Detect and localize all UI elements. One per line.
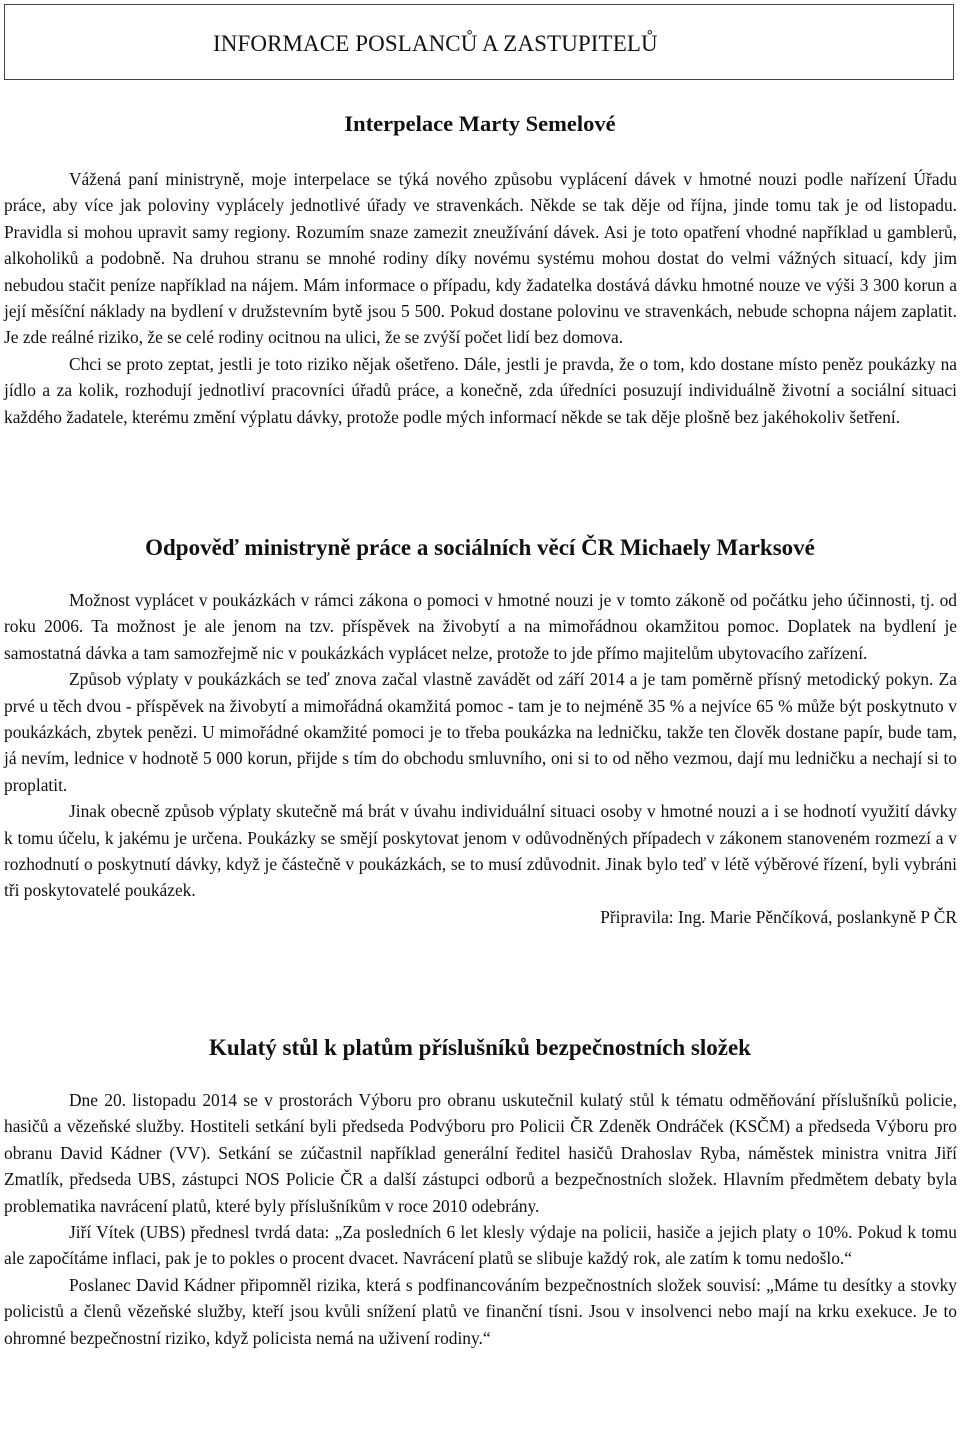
section-interpelace [4, 166, 957, 430]
signature: Připravila: Ing. Marie Pěnčíková, poslankyně P ČR [600, 906, 957, 927]
section-odpoved [4, 587, 957, 930]
paragraph: Možnost vyplácet v poukázkách v rámci zákona o pomoci v hmotné nouzi je v tomto zákoně od počátku jeho účinnosti, tj. od roku 2006. Ta možnost je ale jenom na tzv. příspěvek na živobytí a na mimořádnou okamžitou pomoc. Doplatek na bydlení je samostatná dávka a tam samozřejmě nic v poukázkách vyplácet nelze, protože to jde přímo majitelům ubytovacího zařízení. [4, 590, 957, 663]
section-title-odpoved: Odpověď ministryně práce a sociálních věcí ČR Michaely Marksové [145, 535, 815, 560]
paragraph: Jiří Vítek (UBS) přednesl tvrdá data: „Za posledních 6 let klesly výdaje na policii, hasiče a jejich platy o 10%. Pokud k tomu ale započítáme inflaci, pak je to pokles o procent dvacet. Navrácení platů se slibuje každý rok, ale zatím k tomu nedošlo.“ [4, 1222, 957, 1269]
paragraph: Dne 20. listopadu 2014 se v prostorách Výboru pro obranu uskutečnil kulatý stůl k tématu odměňování příslušníků policie, hasičů a vězeňské služby. Hostiteli setkání byli předseda Podvýboru pro Policii ČR Zdeněk Ondráček (KSČM) a předseda Výboru pro obranu David Kádner (VV). Setkání se zúčastnil například generální ředitel hasičů Drahoslav Ryba, náměstek ministra vnitra Jiří Zmatlík, předseda UBS, zástupci NOS Policie ČR a další zástupci odborů a bezpečnostních složek. Hlavním předmětem debaty byla problematika navrácení platů, které byly příslušníkům v roce 2010 odebrány. [4, 1090, 957, 1216]
paragraph: Způsob výplaty v poukázkách se teď znova začal vlastně zavádět od září 2014 a je tam poměrně přísný metodický pokyn. Za prvé u těch dvou - příspěvek na živobytí a mimořádná okamžitá pomoc - tam je to nejméně 35 % a nejvíce 65 % může být poskytnuto v poukázkách, zbytek penězi. U mimořádné okamžité pomoci je to třeba poukázka na ledničku, takže ten člověk dostane papír, bude tam, já nevím, lednice v hodnotě 5 000 korun, přijde s tím do obchodu smluvního, oni si to od něho vezmou, dají mu ledničku a nechají si to proplatit. [4, 669, 957, 795]
paragraph: Jinak obecně způsob výplaty skutečně má brát v úvahu individuální situaci osoby v hmotné nouzi a i se hodnotí využití dávky k tomu účelu, k jakému je určena. Poukázky se smějí poskytovat jenom v odůvodněných případech v zákonem stanoveném rozmezí a v rozhodnutí o poskytnutí dávky, když je částečně v poukázkách, se to musí zdůvodnit. Jinak bylo teď v létě výběrové řízení, byli vybráni tři poskytovatelé poukázek. [4, 801, 957, 901]
section-kulaty-stul [4, 1087, 957, 1351]
paragraph: Vážená paní ministryně, moje interpelace se týká nového způsobu vyplácení dávek v hmotné nouzi podle nařízení Úřadu práce, aby více jak poloviny vyplácely jednotlivé úřady ve stravenkách. Někde se tak děje od října, jinde tomu tak je od listopadu. Pravidla si mohou upravit samy regiony. Rozumím snaze zamezit zneužívání dávek. Asi je toto opatření vhodné například u gamblerů, alkoholiků a podobně. Na druhou stranu se mnohé rodiny díky novému systému mohou dostat do velmi vážných situací, kdy jim nebudou stačit peníze například na nájem. Mám informace o případu, kdy žadatelka dostává dávku hmotné nouze ve výši 3 300 korun a její měsíční náklady na bydlení v družstevním bytě jsou 5 500. Pokud dostane polovinu ve stravenkách, nebude schopna nájem zaplatit. Je zde reálné riziko, že se celé rodiny ocitnou na ulici, že se zvýší počet lidí bez domova. [4, 169, 957, 348]
section-title-kulaty-stul: Kulatý stůl k platům příslušníků bezpečnostních složek [209, 1035, 751, 1060]
header-box [4, 4, 954, 80]
header-title: INFORMACE POSLANCŮ A ZASTUPITELŮ [213, 31, 658, 56]
paragraph: Poslanec David Kádner připomněl rizika, která s podfinancováním bezpečnostních složek souvisí: „Máme tu desítky a stovky policistů a členů vězeňské služby, kteří jsou kvůli snížení platů ve finanční tísni. Jsou v insolvenci nebo mají na krku exekuce. Je to ohromné bezpečnostní riziko, když policista nemá na uživení rodiny.“ [4, 1274, 957, 1348]
section-title-interpelace: Interpelace Marty Semelové [344, 111, 616, 136]
paragraph: Chci se proto zeptat, jestli je toto riziko nějak ošetřeno. Dále, jestli je pravda, že o tom, kdo dostane místo peněz poukázky na jídlo a za kolik, rozhodují jednotliví pracovníci úřadů práce, a konečně, zda úředníci posuzují individuálně životní a sociální situaci každého žadatele, kterému změní výplatu dávky, protože podle mých informací někde se tak děje plošně bez jakéhokoliv šetření. [4, 353, 957, 427]
